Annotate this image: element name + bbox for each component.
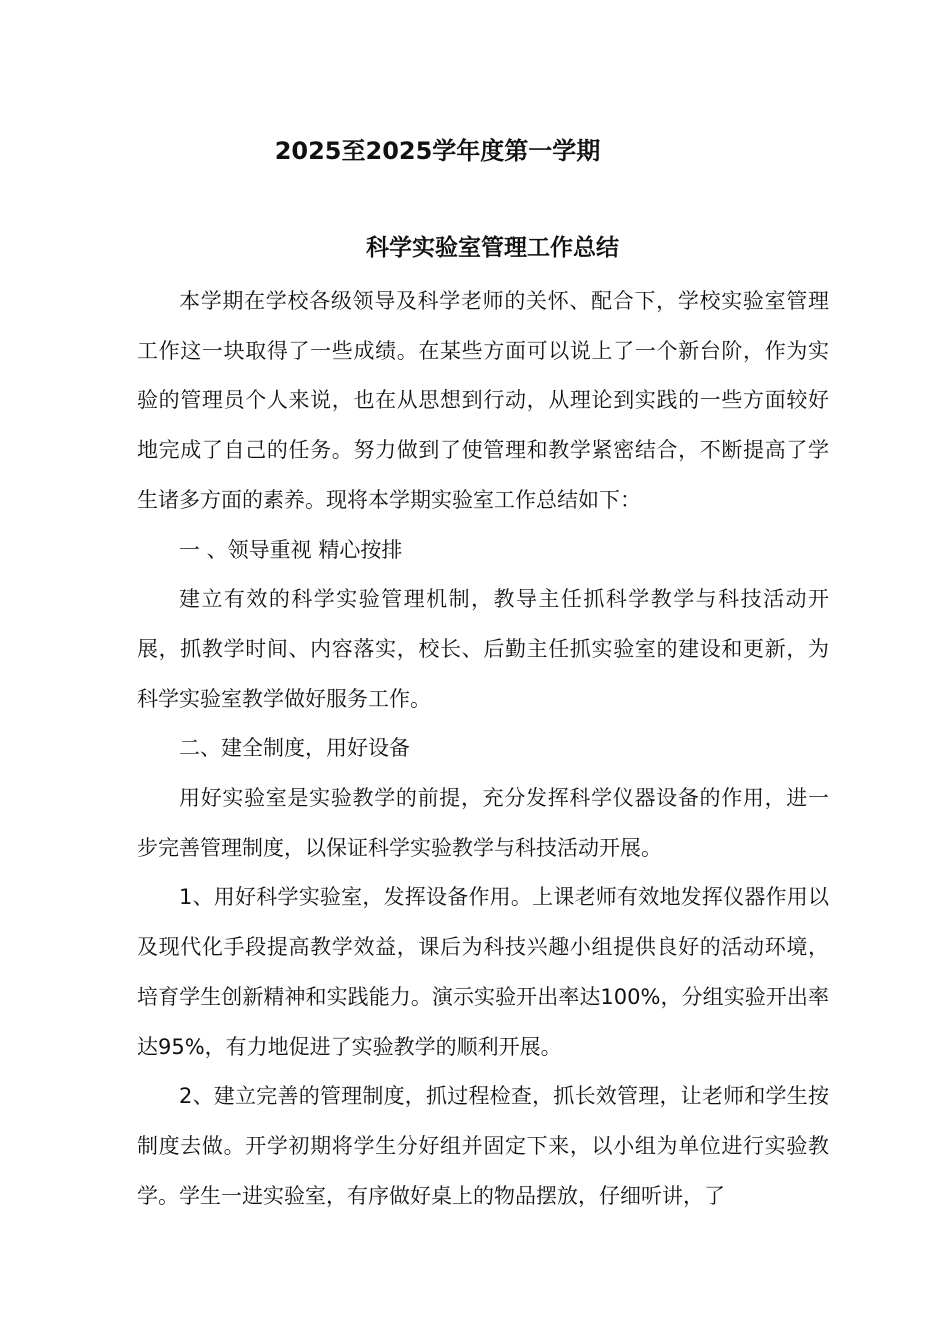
paragraph-section-2: 用好实验室是实验教学的前提，充分发挥科学仪器设备的作用，进一步完善管理制度，以保证科学实验教学与科技活动开展。	[137, 786, 829, 860]
paragraph-item-2: 2、建立完善的管理制度，抓过程检查，抓长效管理，让老师和学生按制度去做。开学初期将学生分好组并固定下来，以小组为单位进行实验教学。学生一进实验室，有序做好桌上的物品摆放，仔细听讲，了	[137, 1084, 829, 1208]
document-subtitle: 科学实验室管理工作总结	[366, 235, 619, 261]
section-heading-1: 一 、领导重视 精心按排	[179, 537, 403, 562]
paragraph-intro: 本学期在学校各级领导及科学老师的关怀、配合下，学校实验室管理工作这一块取得了一些成绩。在某些方面可以说上了一个新台阶，作为实验的管理员个人来说，也在从思想到行动，从理论到实践的一些方面较好地完成了自己的任务。努力做到了使管理和教学紧密结合，不断提高了学生诸多方面的素养。现将本学期实验室工作总结如下：	[137, 289, 829, 512]
paragraph-section-1: 建立有效的科学实验管理机制，教导主任抓科学教学与科技活动开展，抓教学时间、内容落实，校长、后勤主任抓实验室的建设和更新，为科学实验室教学做好服务工作。	[137, 587, 829, 711]
paragraph-item-1: 1、用好科学实验室，发挥设备作用。上课老师有效地发挥仪器作用以及现代化手段提高教学效益，课后为科技兴趣小组提供良好的活动环境，培育学生创新精神和实践能力。演示实验开出率达100%，分组实验开出率达95%，有力地促进了实验教学的顺利开展。	[137, 885, 829, 1059]
document-body	[137, 277, 829, 1221]
section-heading-2: 二、建全制度，用好设备	[179, 736, 410, 761]
document-title: 2025至2025学年度第一学期	[274, 137, 601, 165]
